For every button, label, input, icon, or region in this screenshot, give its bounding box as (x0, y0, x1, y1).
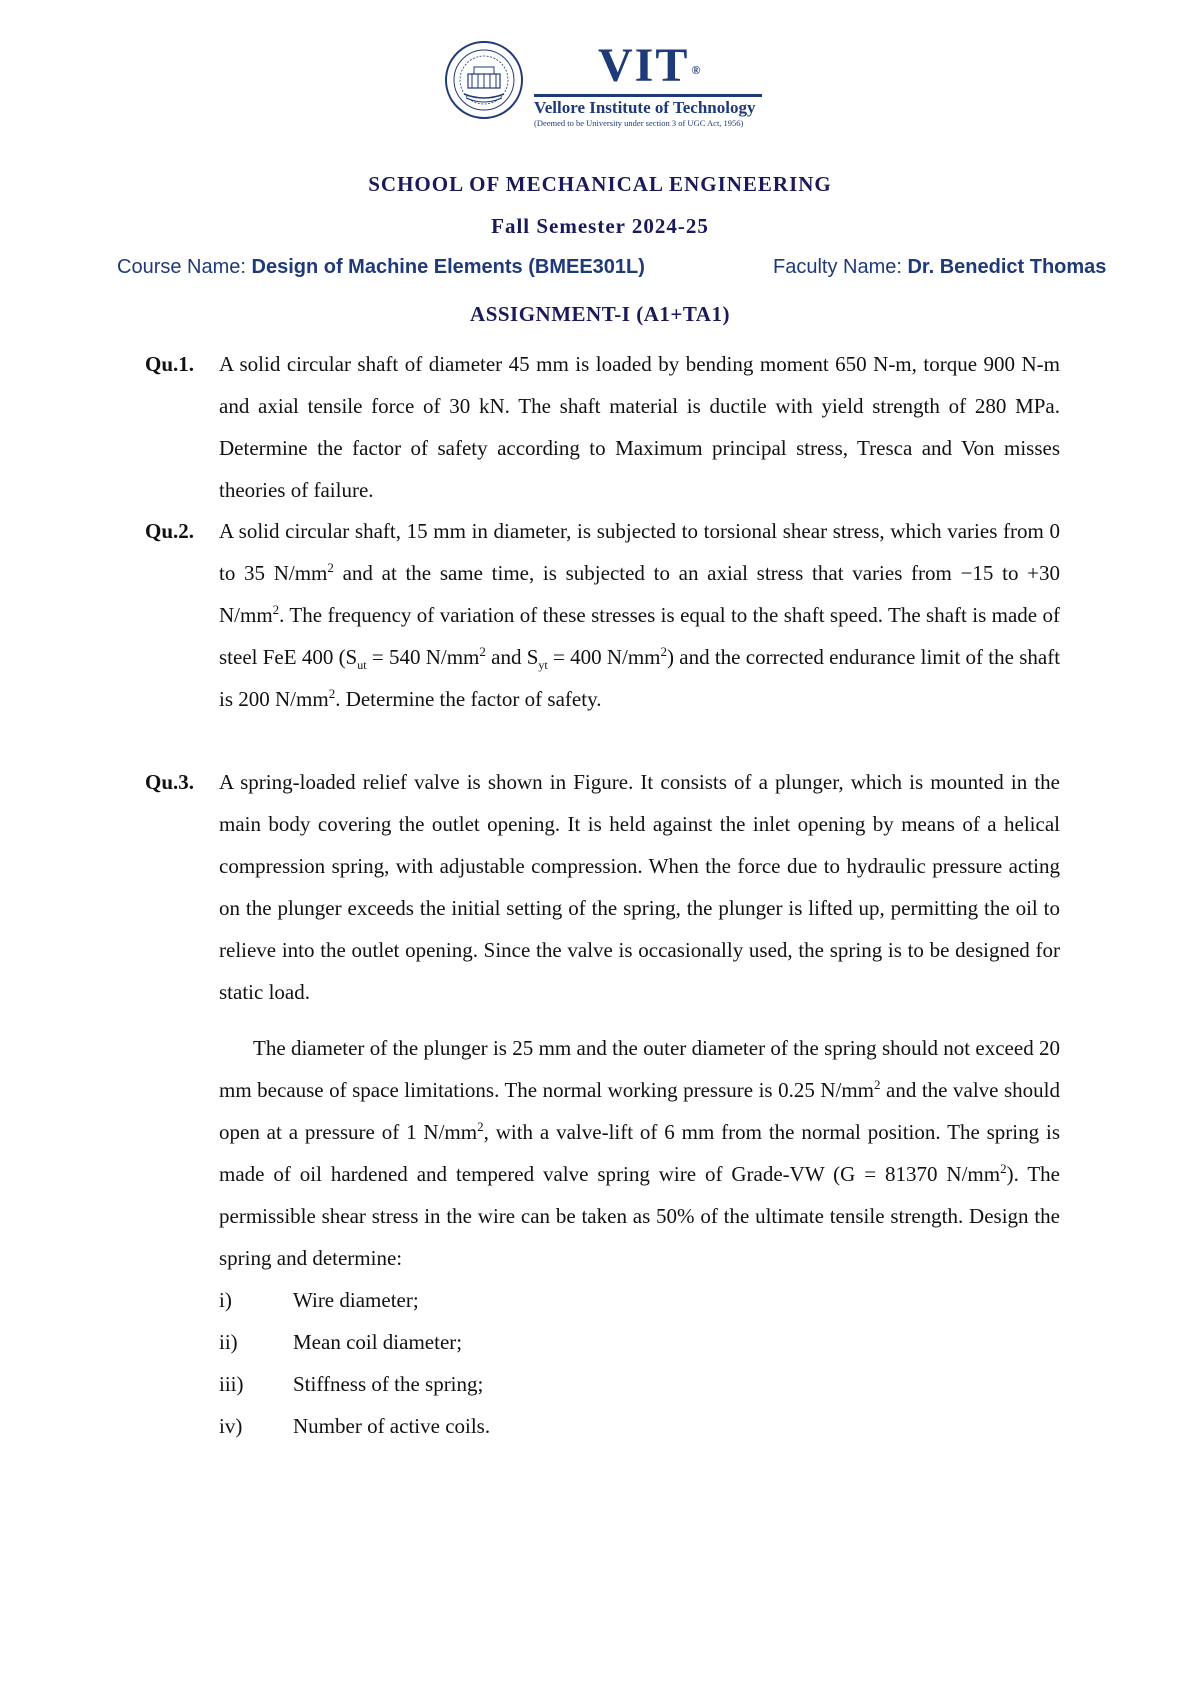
question-number: Qu.3. (145, 770, 195, 794)
faculty-value: Dr. Benedict Thomas (907, 256, 1107, 278)
vit-logo (444, 40, 764, 126)
question-text: A solid circular shaft, 15 mm in diameter, is subjected to torsional shear stress, which varies from 0 to 35 $N/mm^2$ and at the same time, is subjected to an axial stress that varies from −15 to +30 $N/mm^2$. The frequency of variation of these stresses is equal to the shaft speed. The shaft is made of steel FeE 400 ($S_{ut} = 540$ $N/mm^2$ and $S_{yt} = 400$ $N/mm^2$) and the corrected endurance limit of the shaft is 200 $N/mm^2$. Determine the factor of safety. (219, 519, 1061, 711)
course-value: Design of Machine Elements (BMEE301L) (251, 256, 645, 278)
question-number: Qu.1. (145, 352, 195, 376)
faculty-field (773, 256, 1106, 279)
question-3-paragraph: The diameter of the plunger is 25 mm and the outer diameter of the spring should not exceed 20 mm because of space limitations. The normal working pressure is 0.25 $N/mm^2$ and the valve should open at a pressure of 1 $N/mm^2$, with a valve-lift of 6 mm from the normal position. The spring is made of oil hardened and tempered valve spring wire of Grade-VW (G = 81370 $N/mm^2$). The permissible shear stress in the wire can be taken as 50% of the ultimate tensile strength. Design the spring and determine: (219, 1036, 1060, 1270)
list-item: iv) Number of active coils. (219, 1414, 491, 1438)
faculty-label: Faculty Name: (773, 256, 908, 278)
institute-tagline: (Deemed to be University under section 3 of UGC Act, 1956) (534, 118, 744, 128)
question-number: Qu.2. (145, 519, 195, 543)
course-label: Course Name: (117, 256, 252, 278)
semester-title: Fall Semester 2024-25 (491, 214, 709, 238)
assignment-title: ASSIGNMENT-I (A1+TA1) (470, 302, 730, 326)
question-2 (145, 510, 1060, 720)
question-3 (145, 761, 1060, 1013)
university-seal-icon (444, 40, 524, 120)
list-item: iii) Stiffness of the spring; (219, 1372, 484, 1396)
question-1 (145, 343, 1060, 511)
list-item: ii) Mean coil diameter; (219, 1330, 463, 1354)
question-text: A solid circular shaft of diameter 45 mm is loaded by bending moment 650 N-m, torque 900 N-m and axial tensile force of 30 kN. The shaft material is ductile with yield strength of 280 MPa. Determine the factor of safety according to Maximum principal stress, Tresca and Von misses theories of failure. (219, 352, 1060, 502)
course-row (117, 256, 1117, 279)
vit-wordmark: VIT ® (598, 39, 703, 92)
list-item: i) Wire diameter; (219, 1288, 419, 1312)
logo-rule (534, 94, 762, 97)
question-text: A spring-loaded relief valve is shown in Figure. It consists of a plunger, which is mounted in the main body covering the outlet opening. It is held against the inlet opening by means of a helical compression spring, with adjustable compression. When the force due to hydraulic pressure acting on the plunger exceeds the initial setting of the spring, the plunger is lifted up, permitting the oil to relieve into the outlet opening. Since the valve is occasionally used, the spring is to be designed for static load. (219, 770, 1060, 1004)
institute-name: Vellore Institute of Technology (534, 98, 756, 117)
school-title: SCHOOL OF MECHANICAL ENGINEERING (368, 172, 832, 196)
